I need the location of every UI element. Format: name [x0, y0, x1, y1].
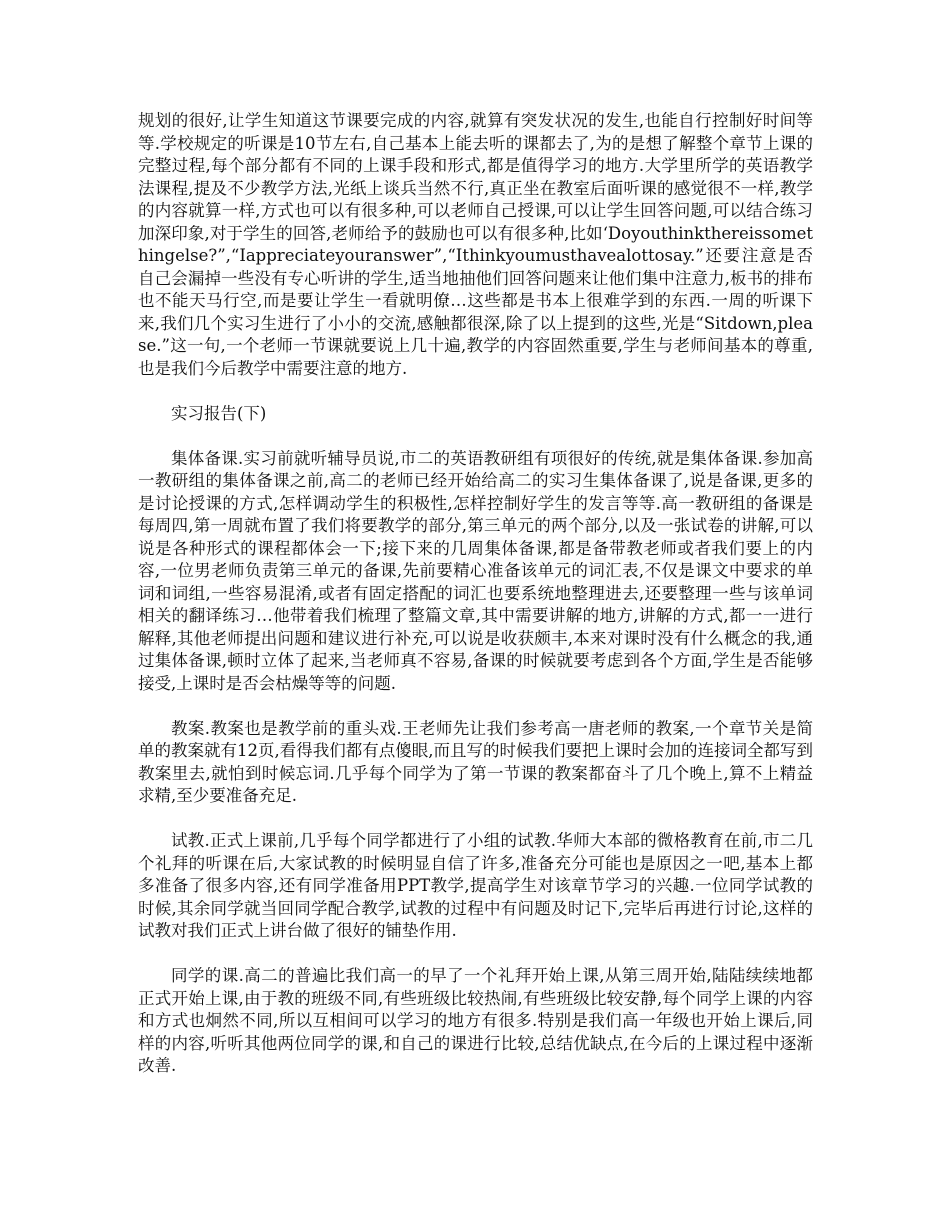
section-heading: 实习报告(下)	[171, 403, 267, 423]
paragraph-trial-teaching: 试教.正式上课前,几乎每个同学都进行了小组的试教.华师大本部的微格教育在前,市二几个礼拜的听课在后,大家试教的时候明显自信了许多,准备充分可能也是原因之一吧,基本上都多准备了很多内容,还有同学准备用PPT教学,提高学生对该章节学习的兴趣.一位同学试教的时候,其余同学就当回同学配合教学,试教的过程中有问题及时记下,完毕后再进行讨论,这样的试教对我们正式上讲台做了很好的铺垫作用.	[138, 831, 813, 940]
document-body	[138, 110, 813, 1100]
paragraph-classmates-lessons: 同学的课.高二的普遍比我们高一的早了一个礼拜开始上课,从第三周开始,陆陆续续地都正式开始上课,由于教的班级不同,有些班级比较热闹,有些班级比较安静,每个同学上课的内容和方式也炯然不同,所以互相间可以学习的地方有很多.特别是我们高一年级也开始上课后,同样的内容,听听其他两位同学的课,和自己的课进行比较,总结优缺点,在今后的上课过程中逐渐改善.	[138, 966, 813, 1075]
paragraph-lesson-plan: 教案.教案也是教学前的重头戏.王老师先让我们参考高一唐老师的教案,一个章节关是简单的教案就有12页,看得我们都有点傻眼,而且写的时候我们要把上课时会加的连接词全都写到教案里去,就怕到时候忘词.几乎每个同学为了第一节课的教案都奋斗了几个晚上,算不上精益求精,至少要准备充足.	[138, 718, 813, 805]
paragraph-collective-lesson-prep: 集体备课.实习前就听辅导员说,市二的英语教研组有项很好的传统,就是集体备课.参加高一教研组的集体备课之前,高二的老师已经开始给高二的实习生集体备课了,说是备课,更多的是讨论授课的方式,怎样调动学生的积极性,怎样控制好学生的发言等等.高一教研组的备课是每周四,第一周就布置了我们将要教学的部分,第三单元的两个部分,以及一张试卷的讲解,可以说是各种形式的课程都体会一下;接下来的几周集体备课,都是备带教老师或者我们要上的内容,一位男老师负责第三单元的备课,先前要精心准备该单元的词汇表,不仅是课文中要求的单词和词组,一些容易混淆,或者有固定搭配的词汇也要系统地整理进去,还要整理一些与该单词相关的翻译练习…他带着我们梳理了整篇文章,其中需要讲解的地方,讲解的方式,都一一进行解释,其他老师提出问题和建议进行补充,可以说是收获颇丰,本来对课时没有什么概念的我,通过集体备课,顿时立体了起来,当老师真不容易,备课的时候就要考虑到各个方面,学生是否能够接受,上课时是否会枯燥等等的问题.	[138, 448, 813, 693]
paragraph-continued: 规划的很好,让学生知道这节课要完成的内容,就算有突发状况的发生,也能自行控制好时间等等.学校规定的听课是10节左右,自己基本上能去听的课都去了,为的是想了解整个章节上课的完整过程,每个部分都有不同的上课手段和形式,都是值得学习的地方.大学里所学的英语教学法课程,提及不少教学方法,光纸上谈兵当然不行,真正坐在教室后面听课的感觉很不一样,教学的内容就算一样,方式也可以有很多种,可以老师自己授课,可以让学生回答问题,可以结合练习加深印象,对于学生的回答,老师给予的鼓励也可以有很多种,比如‘Doyouthinkthereissomethingelse?”,“Iappreciateyouranswer”,“Ithinkyoumusthavealottosay.”还要注意是否自己会漏掉一些没有专心听讲的学生,适当地抽他们回答问题来让他们集中注意力,板书的排布也不能天马行空,而是要让学生一看就明僚…这些都是书本上很难学到的东西.一周的听课下来,我们几个实习生进行了小小的交流,感触都很深,除了以上提到的这些,光是“Sitdown,please.”这一句,一个老师一节课就要说上几十遍,教学的内容固然重要,学生与老师间基本的尊重,也是我们今后教学中需要注意的地方.	[138, 111, 813, 378]
